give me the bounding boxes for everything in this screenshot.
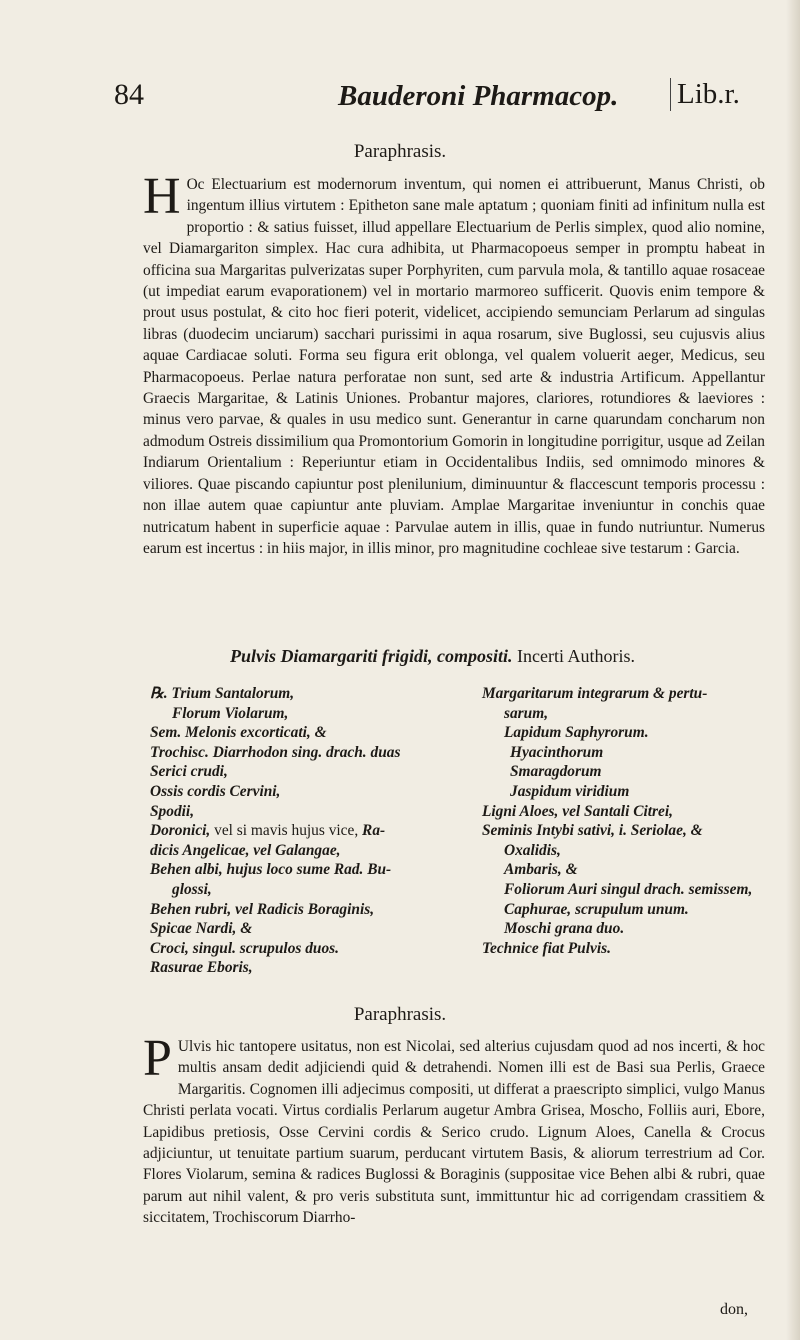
paraphrasis-text: Ulvis hic tantopere usitatus, non est Nicolai, sed alterius cujusdam quod ad nos incerti, & hoc multis ansam dedit adjiciendi quid & detrahendi. Nomen illi est de Basi sua Perlis, Graece Margaritis. Cognomen illi adjecimus compositi, ut differat a praescripto simplici, vulgo Manus Christi perlata vocati. Virtus cordialis Perlarum augetur Ambra Grisea, Moscho, Folliis auri, Ebore, Lapidibus pretiosis, Osse Cervini cordis & Serico crudo. Lignum Aloes, Canella & Crocus adjiciuntur, ut tenuitate partium suarum, perducant virtutem Basis, & aliorum terrestrium ad Cor. Flores Violarum, semina & radices Buglossi & Boraginis (suppositae vice Behen albi & rubri, quae parum aut nihil valent, & pro veris substituta sunt, immittuntur hic ad corrigendam crassitiem & siccitatem, Trochiscorum Diarrho- (143, 1038, 765, 1227)
ingredient-line: sarum, (504, 704, 549, 722)
ingredient-line: Spodii, (150, 802, 195, 820)
running-title: Bauderoni Pharmacop. (338, 80, 619, 112)
ingredient-line: Hyacinthorum (510, 743, 604, 761)
ingredient-line: dicis Angelicae, vel Galangae, (150, 841, 341, 859)
ingredient-line: Behen rubri, vel Radicis Boraginis, (150, 900, 375, 918)
ingredient-line: Serici crudi, (150, 763, 228, 781)
ingredient-line: Spicae Nardi, & (150, 920, 253, 938)
ingredient-line: Seminis Intybi sativi, i. Seriolae, & (482, 822, 703, 840)
ingredient-line: Oxalidis, (504, 841, 561, 859)
ingredient-line: Lapidum Saphyrorum. (504, 724, 649, 742)
ingredient-line: Croci, singul. scrupulos duos. (150, 939, 340, 957)
intro-paragraph (143, 168, 765, 559)
ingredient-line: Behen albi, hujus loco sume Rad. Bu- (150, 861, 392, 879)
ingredient-line: Ossis cordis Cervini, (150, 782, 281, 800)
ingredient-line: Doronici, vel si mavis hujus vice, Ra- (150, 822, 386, 840)
paraphrasis-heading-2: Paraphrasis. (353, 1004, 447, 1025)
ingredient-line: Sem. Melonis excorticati, & (150, 724, 327, 742)
ingredient-line: glossi, (172, 880, 212, 898)
page-header (0, 78, 800, 118)
paraphrasis-heading: Paraphrasis. (353, 141, 447, 162)
ingredients-right-column (482, 684, 772, 958)
catchword: don, (720, 1301, 748, 1318)
ingredient-line: Foliorum Auri singul drach. semissem, (504, 880, 753, 898)
ingredient-line: ℞. Trium Santalorum, (150, 685, 295, 702)
intro-text: Oc Electuarium est modernorum inventum, qui nomen ei attribuerunt, Manus Christi, ob ingentum illius virtutem : Epitheton sane male aptatum ; quoniam finiti ad infinitum nulla est proportio : & satius fuisset, illud appellare Electuarium de Perlis simplex, quod alio nomine, vel Diamargariton simplex. Hac cura adhibita, ut Pharmacopoeus semper in promptu habeat in officina sua Margaritas pulverizatas super Porphyriten, cum parvula mola, & tantillo aquae rosaceae (ut impediat earum evaporationem) vel in mortario marmoreo sufficerit. Quovis enim tempore & prout usus postulat, & cito hoc fieri poterit, videlicet, accipiendo semunciam Perlarum ad singulas libras (duodecim unciarum) sacchari purissimi in aqua rosarum, sive Buglossi, seu cujusvis alius aquae Cardiacae soluti. Forma seu figura erit oblonga, vel qualem voluerit aeger, Medicus, seu Pharmacopoeus. Perlae natura perforatae non sunt, sed arte & industria Artificum. Appellantur Graecis Margaritae, & Latinis Uniones. Probantur majores, clariores, rotundiores & laeviores : minus vero parvae, & quales in usu medico sunt. Generantur in carne quarundam concharum non admodum Ostreis dissimilium qua Promontorium Gomorin in longitudine porrigitur, usque ad Zeilan Indiarum Orientalium : Reperiuntur etiam in Occidentalibus Indiis, sed omnimodo minores & viliores. Quae piscando capiuntur post plenilunium, diminuuntur & flaccescunt temporis processu : non illae autem quae capiuntur ante pluviam. Amplae Margaritae inveniuntur in conchis quae nutricatum habent in superficie aquae : Parvulae autem in illis, quae in fundo nutriuntur. Numerus earum est incertus : in hiis major, in illis minor, pro magnitudine cochleae sive testarum : Garcia. (143, 176, 765, 557)
ingredient-line: Florum Violarum, (172, 704, 289, 722)
ingredient-line: Rasurae Eboris, (150, 959, 253, 977)
ingredient-line: Ligni Aloes, vel Santali Citrei, (482, 802, 673, 820)
ingredient-line: Trochisc. Diarrhodon sing. drach. duas (150, 743, 401, 761)
ingredient-line: Technice fiat Pulvis. (482, 939, 611, 957)
page-number: 84 (114, 78, 144, 111)
ingredient-line: Ambaris, & (504, 861, 578, 879)
page-edge (786, 0, 800, 1340)
paraphrasis-paragraph (143, 1030, 765, 1229)
dropcap-p: P (143, 1030, 172, 1087)
recipe-title-italic: Pulvis Diamargariti frigidi, compositi. (230, 646, 513, 666)
ingredients-left-column (150, 684, 470, 978)
recipe-title (230, 646, 730, 667)
ingredient-line: Margaritarum integrarum & pertu- (482, 685, 708, 702)
ingredient-line: Jaspidum viridium (510, 782, 630, 800)
ingredient-line: Caphurae, scrupulum unum. (504, 900, 689, 918)
recipe-title-author: Incerti Authoris. (517, 646, 635, 666)
dropcap-h: H (143, 168, 181, 225)
ingredient-line: Moschi grana duo. (504, 920, 625, 938)
ingredient-line: Smaragdorum (510, 763, 602, 781)
book-marker: Lib.r. (670, 78, 740, 111)
